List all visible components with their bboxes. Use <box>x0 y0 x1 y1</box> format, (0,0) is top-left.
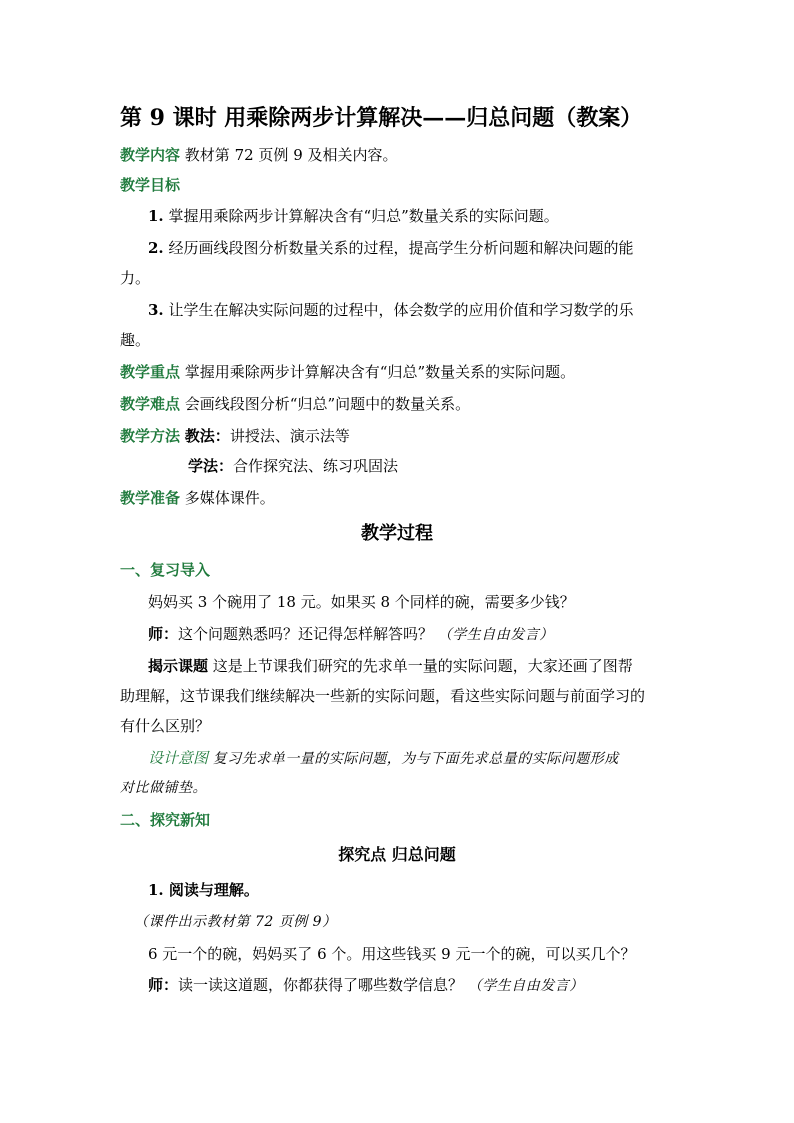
goal-2-number: 2. <box>148 239 164 257</box>
learn-method-label: 学法： <box>188 457 234 475</box>
preparation-label: 教学准备 <box>120 489 181 507</box>
example-problem: 6 元一个的碗，妈妈买了 6 个。用这些钱买 9 元一个的碗，可以买几个？ <box>148 945 636 963</box>
step-1-title: 1. 阅读与理解。 <box>148 881 259 899</box>
goal-2-text: 经历画线段图分析数量关系的过程，提高学生分析问题和解决问题的能 <box>168 239 634 257</box>
reveal-topic-line-2: 助理解，这节课我们继续解决一些新的实际问题，看这些实际问题与前面学习的 <box>120 687 646 705</box>
teacher-label-2: 师： <box>148 976 179 994</box>
learn-method-text: 合作探究法、练习巩固法 <box>233 457 399 475</box>
key-point-label: 教学重点 <box>120 363 181 381</box>
design-intent-label: 设计意图 <box>148 749 209 767</box>
difficulty-text: 会画线段图分析“归总”问题中的数量关系。 <box>184 395 471 413</box>
learning-method <box>188 456 398 476</box>
reveal-topic-label: 揭示课题 <box>148 657 209 675</box>
teacher-question-2 <box>148 975 584 996</box>
design-intent-line-2: 对比做铺垫。 <box>120 780 207 796</box>
teaching-method <box>120 426 350 446</box>
part-2-title: 二、探究新知 <box>120 811 211 829</box>
reveal-topic-line-1 <box>148 656 633 676</box>
teacher-label: 师： <box>148 625 179 643</box>
courseware-note: （课件出示教材第 72 页例 9） <box>134 914 337 930</box>
goal-2-line-2: 力。 <box>120 269 151 287</box>
goal-3-line-1 <box>148 300 633 320</box>
difficulty-label: 教学难点 <box>120 395 181 413</box>
key-point-text: 掌握用乘除两步计算解决含有“归总”数量关系的实际问题。 <box>184 363 576 381</box>
design-intent-text: 复习先求单一量的实际问题，为与下面先求总量的实际问题形成 <box>212 751 619 767</box>
goal-2-line-1 <box>148 238 633 258</box>
goal-1-number: 1. <box>148 207 164 225</box>
teaching-process-title: 教学过程 <box>361 523 433 544</box>
teach-method-text: 讲授法、演示法等 <box>229 427 350 445</box>
design-intent-line-1 <box>148 748 619 769</box>
teaching-goals-label: 教学目标 <box>120 176 181 194</box>
teaching-content-text: 教材第 72 页例 9 及相关内容。 <box>184 146 398 164</box>
review-problem: 妈妈买 3 个碗用了 18 元。如果买 8 个同样的碗，需要多少钱？ <box>148 593 575 611</box>
document-title: 第 9 课时 用乘除两步计算解决——归总问题（教案） <box>120 105 643 131</box>
teacher-question-1 <box>148 624 554 645</box>
goal-3-number: 3. <box>148 301 164 319</box>
teach-method-label: 教法： <box>184 427 230 445</box>
reveal-topic-line-3: 有什么区别？ <box>120 717 211 735</box>
part-1-title: 一、复习导入 <box>120 561 211 579</box>
explore-point-title: 探究点 归总问题 <box>338 845 456 864</box>
goal-1-text: 掌握用乘除两步计算解决含有“归总”数量关系的实际问题。 <box>168 207 559 225</box>
student-response-note-2: （学生自由发言） <box>467 978 584 994</box>
method-label: 教学方法 <box>120 427 181 445</box>
teaching-content-label: 教学内容 <box>120 146 181 164</box>
goal-3-line-2: 趣。 <box>120 331 151 349</box>
preparation-text: 多媒体课件。 <box>184 489 275 507</box>
teacher-question-2-text: 读一读这道题，你都获得了哪些数学信息？ <box>178 976 464 994</box>
reveal-topic-text: 这是上节课我们研究的先求单一量的实际问题，大家还画了图帮 <box>212 657 633 675</box>
teacher-question-text: 这个问题熟悉吗？还记得怎样解答吗？ <box>178 625 434 643</box>
goal-1 <box>148 206 559 226</box>
teaching-content <box>120 145 398 165</box>
goal-3-text: 让学生在解决实际问题的过程中，体会数学的应用价值和学习数学的乐 <box>168 301 634 319</box>
teaching-preparation <box>120 488 275 508</box>
teaching-key-point <box>120 362 575 382</box>
student-response-note: （学生自由发言） <box>437 627 554 643</box>
teaching-difficulty <box>120 394 470 414</box>
